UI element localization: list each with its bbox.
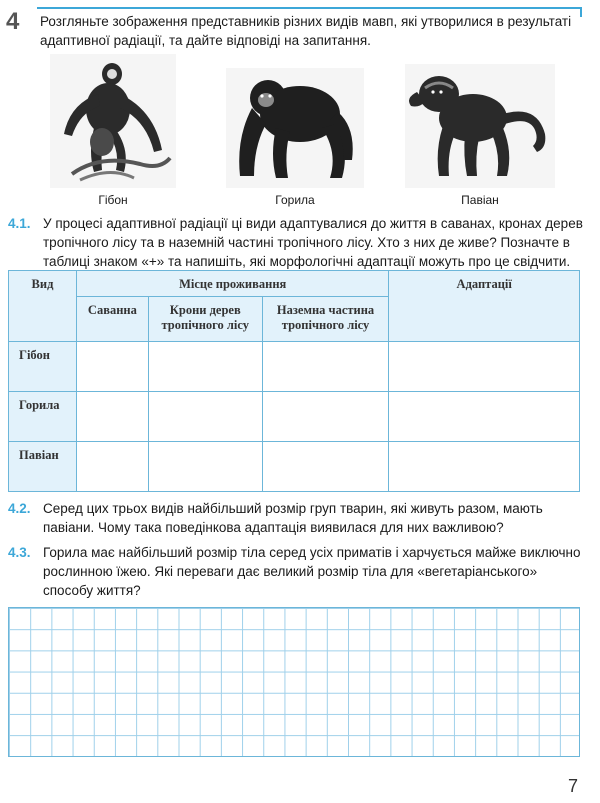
header-adaptations: Адаптації	[389, 271, 580, 342]
subheader-ground: Наземна частина тропічного лісу	[262, 297, 389, 342]
cell-ground[interactable]	[262, 342, 389, 392]
question-number: 4.1.	[8, 216, 31, 231]
question-4-2	[8, 499, 586, 539]
task-intro: Розгляньте зображення представників різних видів мавп, які утворилися в результаті адаптивної радіації, та дайте відповіді на запитання.	[40, 14, 572, 48]
row-species-label: Гібон	[9, 342, 77, 392]
caption-baboon: Павіан	[461, 193, 499, 207]
subheader-crowns: Крони дерев тропічного лісу	[148, 297, 262, 342]
page-number: 7	[567, 776, 578, 796]
question-number: 4.2.	[8, 501, 31, 516]
row-species-label: Горила	[9, 392, 77, 442]
answer-grid[interactable]	[8, 607, 580, 757]
question-text: Горила має найбільший розмір тіла серед усіх приматів і харчується майже виключно рослинною їжею. Які переваги дає великий розмір тіла для «вегетаріанського» способу життя?	[43, 545, 581, 598]
cell-adaptations[interactable]	[389, 392, 580, 442]
task-header-rule	[37, 7, 580, 9]
question-text: У процесі адаптивної радіації ці види адаптувалися до життя в саванах, кронах дерев тропічного лісу та в наземній частині тропічного лісу. Хто з них де живе? Позначте в таблиці знаком «+» та напишіть, які морфологічні адаптації можуть про це свідчити.	[43, 216, 583, 269]
table-row	[9, 392, 580, 442]
row-species-label: Павіан	[9, 442, 77, 492]
cell-adaptations[interactable]	[389, 342, 580, 392]
task-number: 4	[6, 8, 19, 35]
cell-savanna[interactable]	[76, 392, 148, 442]
gorilla-illustration	[226, 68, 364, 188]
header-habitat: Місце проживання	[76, 271, 389, 297]
cell-crowns[interactable]	[148, 392, 262, 442]
question-4-1	[8, 214, 586, 272]
baboon-illustration	[405, 64, 555, 188]
caption-gibbon: Гібон	[98, 193, 128, 207]
cell-ground[interactable]	[262, 392, 389, 442]
question-number: 4.3.	[8, 545, 31, 560]
header-species: Вид	[9, 271, 77, 342]
subheader-savanna: Саванна	[76, 297, 148, 342]
gibbon-illustration	[50, 54, 176, 188]
task-header-rule-end	[580, 7, 582, 17]
question-text: Серед цих трьох видів найбільший розмір груп тварин, які живуть разом, мають павіани. Чому така поведінкова адаптація виявилася для них важливою?	[43, 501, 543, 535]
caption-gorilla: Горила	[275, 193, 315, 207]
cell-crowns[interactable]	[148, 342, 262, 392]
cell-savanna[interactable]	[76, 342, 148, 392]
cell-adaptations[interactable]	[389, 442, 580, 492]
cell-crowns[interactable]	[148, 442, 262, 492]
table-row	[9, 442, 580, 492]
cell-ground[interactable]	[262, 442, 389, 492]
cell-savanna[interactable]	[76, 442, 148, 492]
habitat-table	[8, 270, 580, 492]
question-4-3	[8, 543, 586, 601]
table-row	[9, 342, 580, 392]
